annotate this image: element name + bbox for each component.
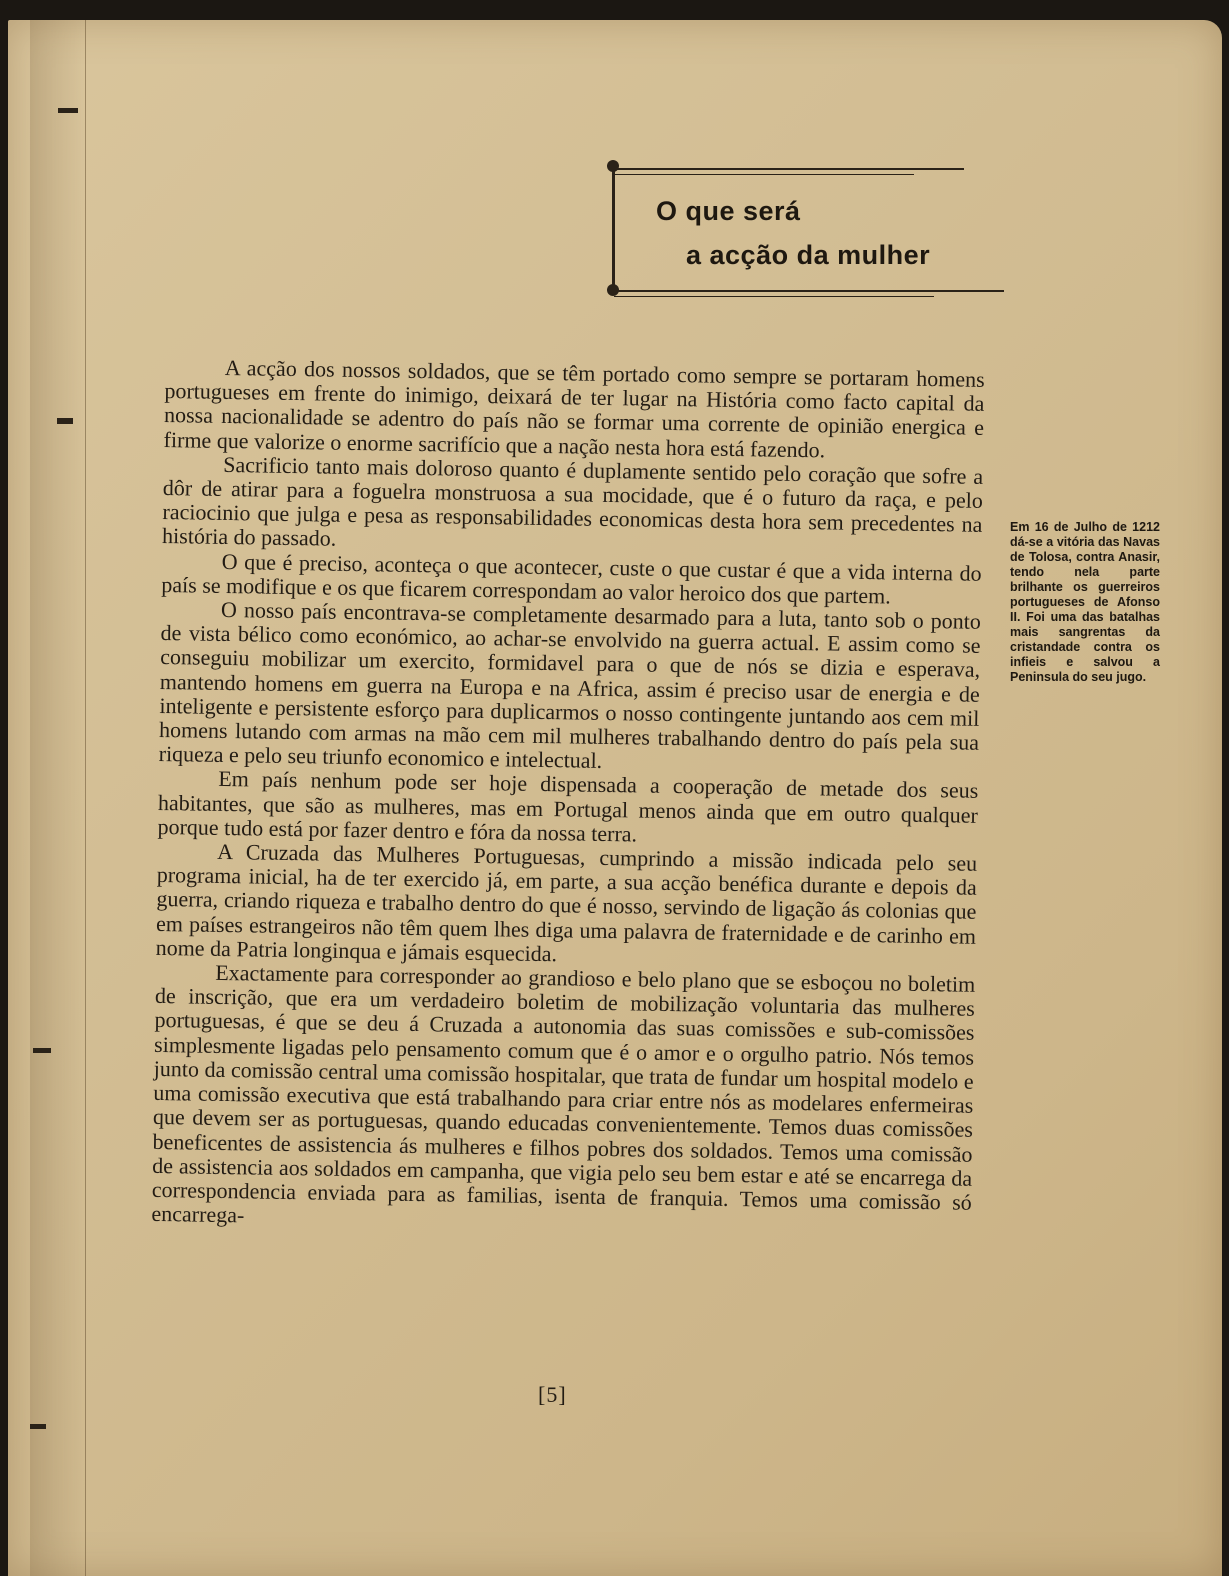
title-box-ornament [607, 160, 619, 172]
article-title-line-1: O que será [656, 196, 801, 226]
article-paragraph: Exactamente para corresponder ao grandioso e belo plano que se esboçou no boletim de inscrição, que era um verdadeiro boletim de mobilização voluntaria das mulheres portuguesas, é que se deu á Cruzada a autonomia das suas comissões e sub-comissões simplesmente ligadas pelo pensamento comum que é o amor e o orgulho patrio. Nós temos junto da comissão central uma comissão hospitalar, que trata de fundar um hospital modelo e uma comissão executiva que está trabalhando para criar entre nós as modelares enfermeiras que devem ser as portuguesas, quando educadas convenientemente. Temos duas comissões beneficentes de assistencia ás mulheres e filhos pobres dos soldados. Temos uma comissão de assistencia aos soldados em campanha, que vigia pelo seu bem estar e até se encarrega da correspondencia enviada para as familias, isenta de franquia. Temos uma comissão só encarrega- [151, 959, 976, 1228]
historical-sidenote: Em 16 de Julho de 1212 dá-se a vitória das Navas de Tolosa, contra Anasir, tendo nela parte brilhante os guerreiros portugueses de Afonso II. Foi uma das batalhas mais sangrentas da cristandade contra os infieis e salvou a Peninsula do seu jugo. [1010, 520, 1160, 684]
title-box-rule [614, 296, 934, 297]
binding-mark [58, 108, 78, 113]
article-paragraph: A acção dos nossos soldados, que se têm portado como sempre se portaram homens portugueses em frente do inimigo, deixará de ter lugar na História como facto capital da nossa nacionalidade se adentro do país não se formar uma corrente de opinião energica e firme que valorize o enorme sacrifício que a nação nesta hora está fazendo. [163, 354, 985, 462]
binding-mark [57, 418, 73, 424]
page-number: [5] [538, 1382, 567, 1407]
article-body [151, 355, 985, 1239]
title-box-rule [614, 290, 1004, 292]
article-paragraph: A Cruzada das Mulheres Portuguesas, cumprindo a missão indicada pelo seu programa inicial, ha de ter exercido já, em parte, a sua acção benéfica durante e depois da guerra, criando riqueza e trabalho dentro do que é nosso, servindo de ligação ás colonias que em países estrangeiros não têm quem lhes diga uma palavra de fraternidade e de carinho em nome da Patria longinqua e jámais esquecida. [155, 838, 978, 967]
article-title-line-2: a acção da mulher [686, 240, 931, 270]
article-paragraph: O nosso país encontrava-se completamente desarmado para a luta, tanto sob o ponto de vista bélico como económico, ao achar-se envolvido na guerra actual. E assim como se conseguiu mobilizar um exercito, formidavel para o que de nós se dizia e esperava, mantendo homens em guerra na Europa e na Africa, assim é preciso usar de energia e de inteligente e persistente esforço para duplicarmos o nosso contingente juntando aos cem mil homens lutando com armas na mão cem mil mulheres trabalhando dentro do país pela sua riqueza e pelo seu triunfo economico e intelectual. [158, 596, 982, 774]
title-box-rule [614, 174, 914, 175]
binding-mark [33, 1048, 51, 1053]
article-paragraph: O que é preciso, aconteça o que acontecer, custe o que custar é que a vida interna do país se modifique e os que ficarem correspondam ao valor heroico dos que partem. [161, 548, 982, 609]
page-binding-edge [30, 20, 86, 1576]
title-box-rule [612, 164, 615, 288]
binding-mark [30, 1424, 46, 1429]
article-title-box [604, 160, 1004, 298]
title-box-rule [614, 168, 964, 170]
article-paragraph: Sacrificio tanto mais doloroso quanto é duplamente sentido pelo coração que sofre a dôr de atirar para a foguelra monstruosa a sua mocidade, que é o futuro da raça, e pelo raciocinio que julga e pesa as responsabilidades economicas desta hora sem precedentes na história do passado. [161, 451, 984, 552]
article-paragraph: Em país nenhum pode ser hoje dispensada a cooperação de metade dos seus habitantes, que são as mulheres, mas em Portugal menos ainda que em outro qualquer porque tudo está por fazer dentro e fóra da nossa terra. [157, 766, 979, 847]
